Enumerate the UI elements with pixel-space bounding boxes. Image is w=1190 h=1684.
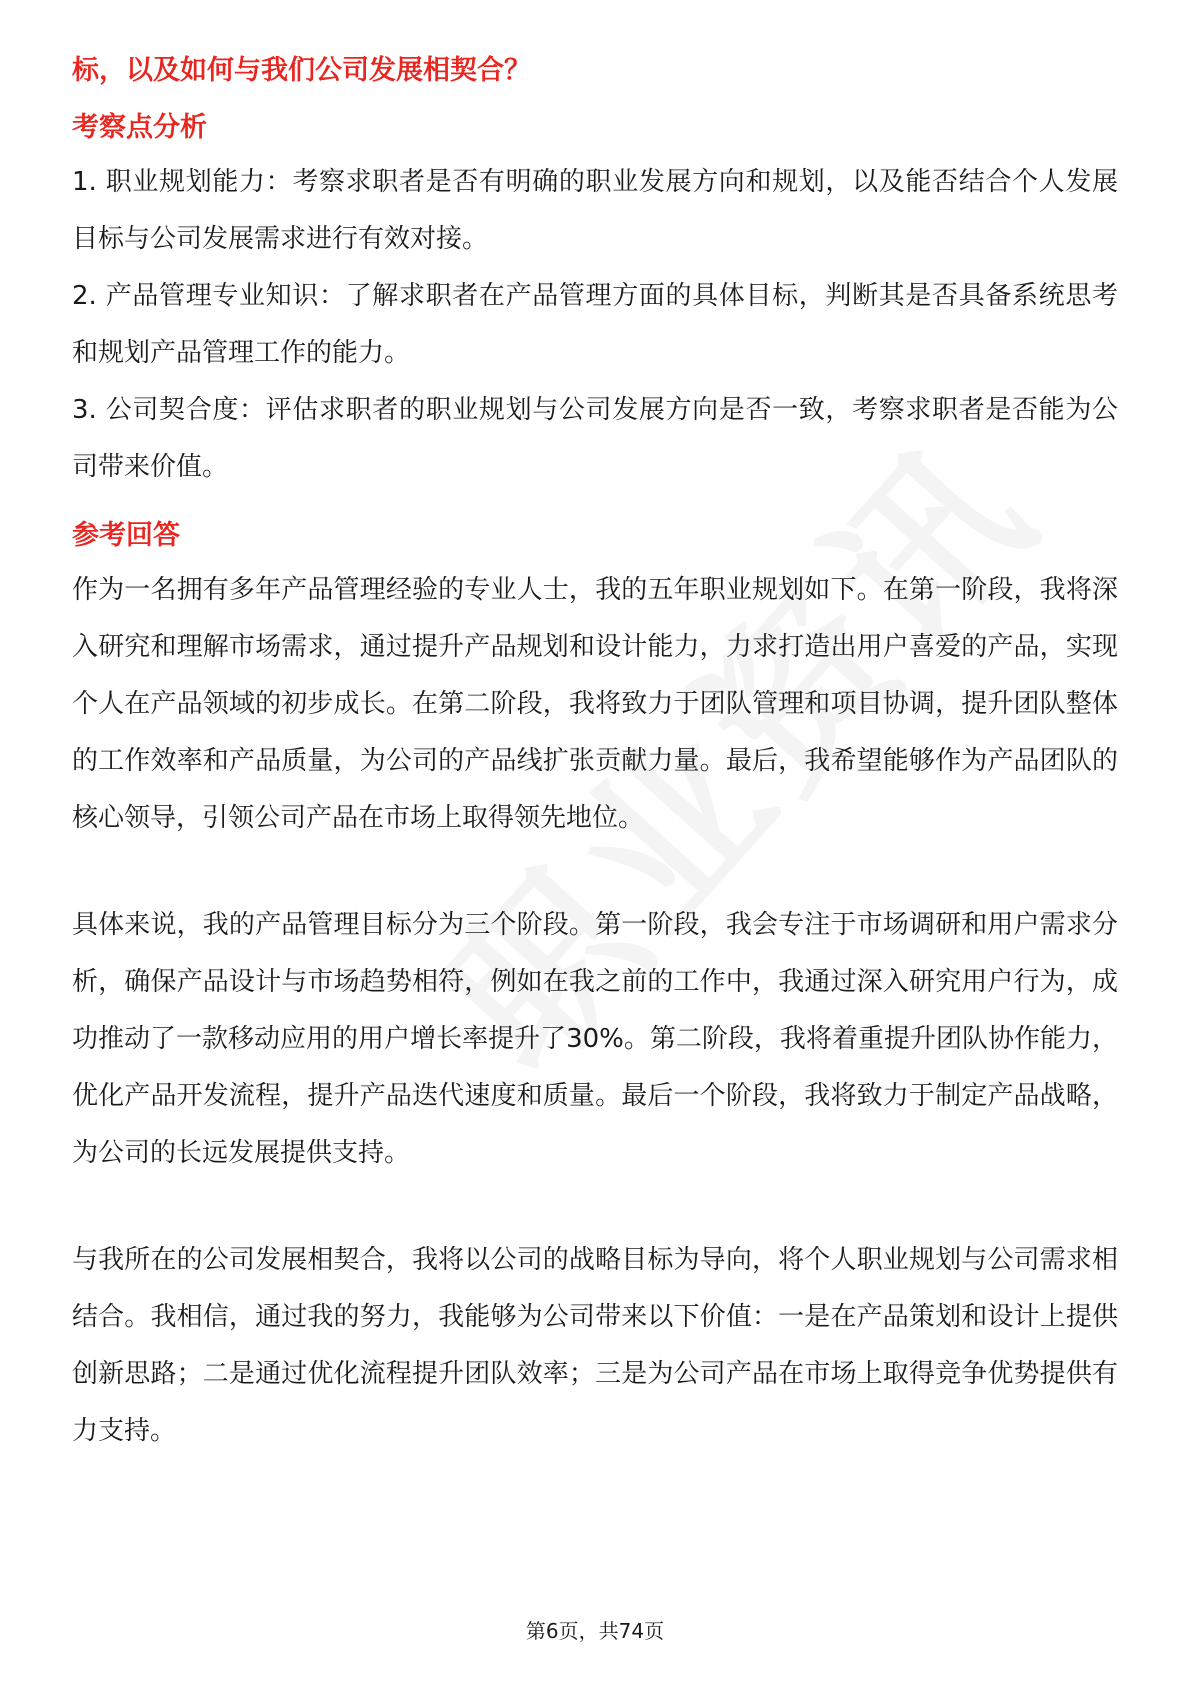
analysis-point: 2. 产品管理专业知识：了解求职者在产品管理方面的具体目标，判断其是否具备系统思考和规划产品管理工作的能力。 — [72, 281, 1118, 368]
question-tail: 标，以及如何与我们公司发展相契合？ — [72, 55, 531, 86]
answer-paragraph: 与我所在的公司发展相契合，我将以公司的战略目标为导向，将个人职业规划与公司需求相结合。我相信，通过我的努力，我能够为公司带来以下价值：一是在产品策划和设计上提供创新思路；二是通过优化流程提升团队效率；三是为公司产品在市场上取得竞争优势提供有力支持。 — [72, 1245, 1118, 1446]
analysis-point: 1. 职业规划能力：考察求职者是否有明确的职业发展方向和规划，以及能否结合个人发展目标与公司发展需求进行有效对接。 — [72, 167, 1118, 254]
analysis-point: 3. 公司契合度：评估求职者的职业规划与公司发展方向是否一致，考察求职者是否能为公司带来价值。 — [72, 395, 1118, 482]
analysis-heading: 考察点分析 — [72, 112, 207, 143]
answer-paragraph: 作为一名拥有多年产品管理经验的专业人士，我的五年职业规划如下。在第一阶段，我将深入研究和理解市场需求，通过提升产品规划和设计能力，力求打造出用户喜爱的产品，实现个人在产品领域的初步成长。在第二阶段，我将致力于团队管理和项目协调，提升团队整体的工作效率和产品质量，为公司的产品线扩张贡献力量。最后，我希望能够作为产品团队的核心领导，引领公司产品在市场上取得领先地位。 — [72, 575, 1118, 833]
page-content — [72, 40, 1118, 1460]
answer-paragraph: 具体来说，我的产品管理目标分为三个阶段。第一阶段，我会专注于市场调研和用户需求分析，确保产品设计与市场趋势相符，例如在我之前的工作中，我通过深入研究用户行为，成功推动了一款移动应用的用户增长率提升了30%。第二阶段，我将着重提升团队协作能力，优化产品开发流程，提升产品迭代速度和质量。最后一个阶段，我将致力于制定产品战略，为公司的长远发展提供支持。 — [72, 910, 1118, 1168]
page-number: 第6页，共74页 — [525, 1619, 665, 1643]
answer-heading: 参考回答 — [72, 520, 180, 551]
